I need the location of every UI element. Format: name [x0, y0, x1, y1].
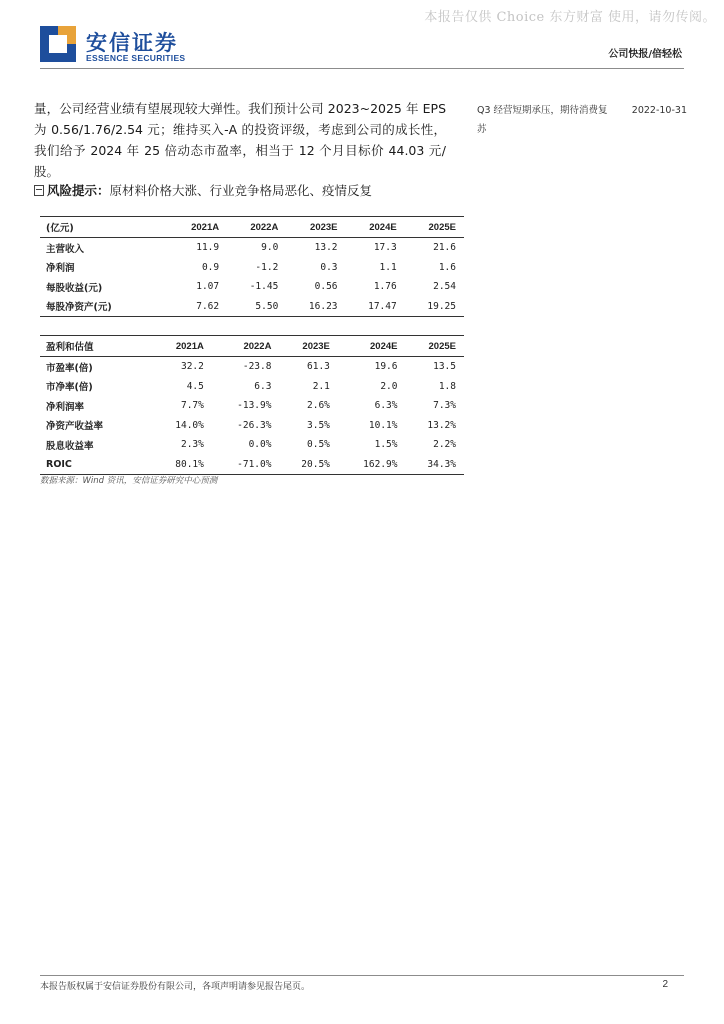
financial-summary-table: [40, 216, 464, 317]
table-header-row: [40, 336, 464, 357]
table-cell: 1.5%: [374, 439, 398, 451]
risk-warning: [34, 182, 454, 200]
related-report-item[interactable]: [477, 101, 687, 139]
report-type-label: 公司快报/倍轻松: [608, 49, 682, 60]
table-cell: 7.62: [169, 297, 227, 317]
table-header-cell: 2021A: [153, 336, 211, 357]
brand-logo: [40, 26, 240, 66]
table-cell: 32.2: [180, 361, 204, 373]
table-cell: 3.5%: [307, 419, 330, 431]
body-paragraph: 量，公司经营业绩有望展现较大弹性。我们预计公司 2023~2025 年 EPS 为 0.56/1.76/2.54 元；维持买入-A 的投资评级，考虑到公司的成长性，我们给予 2024 年 25 倍动态市盈率，相当于 12 个月目标价 44.03 元/股。: [34, 101, 446, 179]
table-cell: 11.9: [196, 242, 220, 254]
table-header-cell: 2022A: [212, 336, 280, 357]
table-row: [40, 435, 464, 455]
table-cell: 14.0%: [175, 419, 204, 431]
document-icon: [34, 185, 44, 196]
table-cell: 2.2%: [433, 439, 456, 451]
row-label: 市净率(倍): [46, 382, 93, 394]
related-report-title: Q3 经营短期承压，期待消费复苏: [477, 105, 608, 135]
table-cell: 162.9%: [338, 455, 406, 475]
table-cell: 2.6%: [307, 400, 330, 412]
table-cell: 0.0%: [248, 439, 272, 451]
table-cell: 1.07: [196, 281, 220, 293]
related-reports: [477, 101, 687, 139]
table-row: [40, 297, 464, 317]
table-row: [40, 277, 464, 297]
table-cell: 21.6: [433, 242, 456, 254]
table-row: [40, 416, 464, 436]
table-cell: 7.7%: [180, 400, 204, 412]
table-cell: 6.3%: [374, 400, 398, 412]
table-header-cell: 2022A: [227, 217, 286, 238]
page-number: 2: [662, 979, 668, 990]
table-header-cell: 2025E: [405, 217, 464, 238]
table-cell: 9.0: [261, 242, 279, 254]
table-cell: 5.50: [227, 297, 286, 317]
table-cell: 2.1: [312, 380, 330, 392]
table-cell: -26.3%: [237, 419, 272, 431]
row-label: ROIC: [40, 455, 153, 475]
table-cell: 1.6: [438, 261, 456, 273]
table-cell: 2.0: [380, 380, 398, 392]
table-header-cell: 2025E: [406, 336, 465, 357]
row-label: 净资产收益率: [46, 421, 104, 433]
table-cell: 13.2: [314, 242, 338, 254]
table-cell: 6.3: [254, 380, 272, 392]
header-divider: [40, 68, 684, 69]
table-header-row: [40, 217, 464, 238]
table-header-cell: 盈利和估值: [40, 336, 153, 357]
table-cell: 0.9: [201, 261, 220, 273]
table-header-cell: 2023E: [286, 217, 345, 238]
table-row: [40, 238, 464, 258]
valuation-table: [40, 335, 464, 475]
data-source-note: 数据来源：Wind 资讯，安信证券研究中心预测: [40, 476, 218, 486]
table-cell: 13.2%: [427, 419, 456, 431]
watermark-text: 本报告仅供 Choice 东方财富 使用，请勿传阅。: [424, 10, 716, 25]
table-cell: -23.8: [242, 361, 272, 373]
table-cell: 0.56: [314, 281, 338, 293]
brand-name-cn: 安信证券: [86, 31, 178, 55]
table-row: [40, 357, 464, 377]
table-cell: 61.3: [307, 361, 330, 373]
table-cell: -71.0%: [212, 455, 280, 475]
risk-text: 原材料价格大涨、行业竞争格局恶化、疫情反复: [109, 183, 373, 198]
table-cell: -13.9%: [237, 400, 272, 412]
footer-divider: [40, 975, 684, 976]
row-label: 市盈率(倍): [46, 362, 93, 374]
table-cell: -1.45: [249, 281, 279, 293]
table-row: [40, 455, 464, 475]
row-label: 每股收益(元): [46, 282, 103, 294]
risk-title: 风险提示：: [47, 183, 110, 198]
table-header-cell: 2024E: [346, 217, 405, 238]
row-label: 每股净资产(元): [40, 297, 169, 317]
table-cell: 1.1: [379, 261, 397, 273]
table-cell: 0.5%: [307, 439, 330, 451]
row-label: 净利润率: [46, 401, 85, 413]
table-row: [40, 258, 464, 278]
table-cell: 16.23: [286, 297, 345, 317]
table-cell: 17.3: [373, 242, 397, 254]
table-cell: 10.1%: [368, 419, 398, 431]
table-row: [40, 396, 464, 416]
table-cell: 19.25: [405, 297, 464, 317]
table-cell: 4.5: [186, 380, 204, 392]
row-label: 股息收益率: [46, 440, 94, 452]
table-row: [40, 377, 464, 397]
table-cell: -1.2: [255, 261, 279, 273]
table-cell: 1.76: [373, 281, 397, 293]
table-cell: 0.3: [320, 261, 338, 273]
table-cell: 1.8: [438, 380, 456, 392]
table-cell: 13.5: [433, 361, 456, 373]
table-cell: 80.1%: [153, 455, 211, 475]
table-cell: 2.3%: [180, 439, 204, 451]
table-cell: 20.5%: [279, 455, 337, 475]
table-cell: 2.54: [433, 281, 456, 293]
brand-name-en: ESSENCE SECURITIES: [86, 53, 186, 63]
row-label: 主营收入: [46, 243, 85, 255]
table-cell: 17.47: [346, 297, 405, 317]
table-cell: 19.6: [374, 361, 398, 373]
footer-disclaimer: 本报告版权属于安信证券股份有限公司，各项声明请参见报告尾页。: [40, 982, 311, 992]
table-header-cell: 2021A: [169, 217, 227, 238]
table-cell: 7.3%: [433, 400, 456, 412]
row-label: 净利润: [46, 263, 75, 275]
logo-mark-icon: [40, 26, 76, 62]
table-cell: 34.3%: [406, 455, 465, 475]
table-header-cell: 2024E: [338, 336, 406, 357]
related-report-date: 2022-10-31: [631, 105, 687, 116]
table-header-cell: 2023E: [279, 336, 337, 357]
table-header-cell: (亿元): [40, 217, 169, 238]
